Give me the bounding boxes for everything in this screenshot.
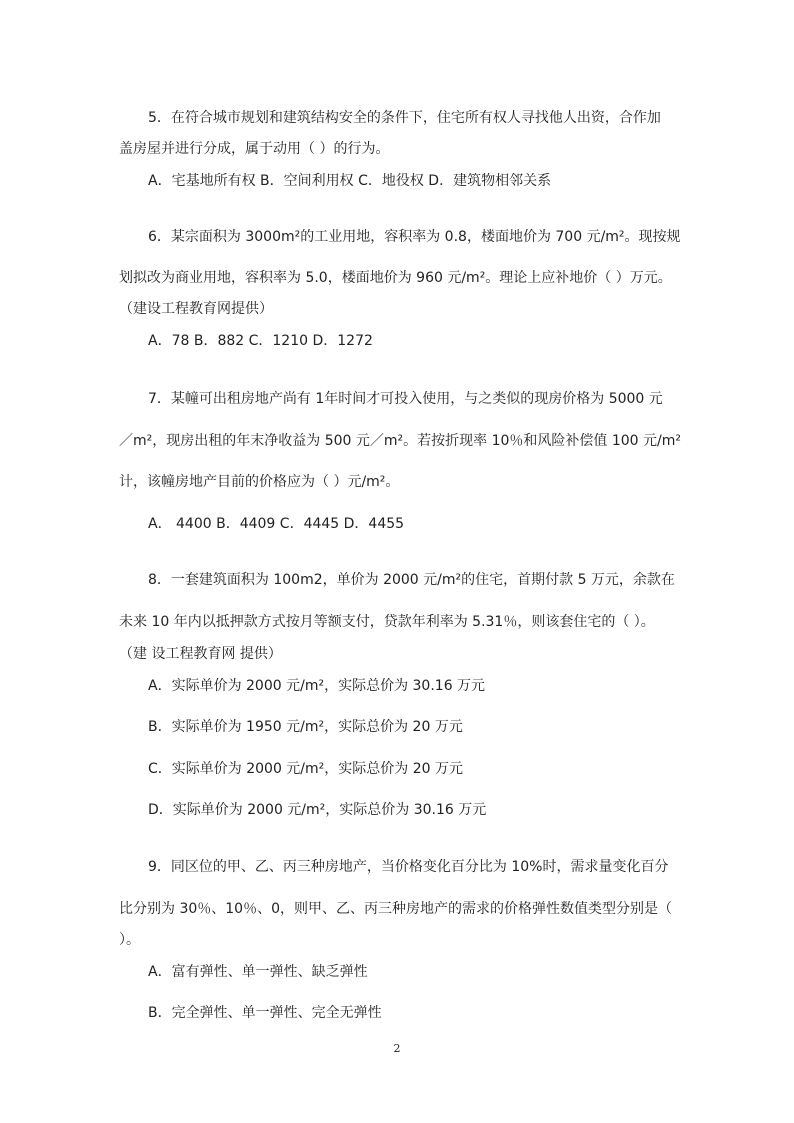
q8-stem-line-2: 未来 10 年内以抵押款方式按月等额支付，贷款年利率为 5.31％，则该套住宅的（ ）。 (119, 614, 655, 630)
q9-option-b: B．完全弹性、单一弹性、完全无弹性 (148, 1005, 382, 1021)
q5-stem-line-1: 5．在符合城市规划和建筑结构安全的条件下，住宅所有权人寻找他人出资，合作加 (148, 110, 661, 126)
q6-stem-line-2: 划拟改为商业用地，容积率为 5.0，楼面地价为 960 元/m²。理论上应补地价（ ）万元。 (119, 270, 672, 286)
q6-stem-line-1: 6．某宗面积为 3000m²的工业用地，容积率为 0.8，楼面地价为 700 元/m²。现按规 (148, 229, 681, 245)
q8-option-d: D．实际单价为 2000 元/m²，实际总价为 30.16 万元 (148, 802, 487, 818)
q9-stem-line-2: 比分别为 30％、10％、0，则甲、乙、丙三种房地产的需求的价格弹性数值类型分别是（ (119, 901, 672, 917)
q6-source-note: （建设工程教育网提供） (119, 301, 273, 317)
q7-stem-line-1: 7．某幢可出租房地产尚有 1年时间才可投入使用，与之类似的现房价格为 5000 元 (148, 391, 663, 407)
q6-options: A．78 B．882 C．1210 D．1272 (148, 333, 373, 349)
q7-stem-line-2: ／m²，现房出租的年末净收益为 500 元／m²。若按折现率 10％和风险补偿值 100 元/m² (119, 433, 681, 449)
q5-options: A．宅基地所有权 B．空间利用权 C．地役权 D．建筑物相邻关系 (148, 173, 552, 189)
page-number: 2 (393, 1042, 401, 1055)
q8-option-a: A．实际单价为 2000 元/m²，实际总价为 30.16 万元 (148, 678, 486, 694)
q7-options: A． 4400 B．4409 C．4445 D．4455 (148, 516, 405, 532)
q9-stem-line-1: 9．同区位的甲、乙、丙三种房地产，当价格变化百分比为 10%时，需求量变化百分 (148, 859, 669, 875)
q8-option-b: B．实际单价为 1950 元/m²，实际总价为 20 万元 (148, 719, 463, 735)
q7-stem-line-3: 计，该幢房地产目前的价格应为（ ）元/m²。 (119, 474, 400, 490)
q8-source-note: （建 设工程教育网 提供） (119, 646, 282, 662)
q8-option-c: C．实际单价为 2000 元/m²，实际总价为 20 万元 (148, 761, 463, 777)
q8-stem-line-1: 8．一套建筑面积为 100m2，单价为 2000 元/m²的住宅，首期付款 5 万元，余款在 (148, 572, 675, 588)
q9-stem-line-3: ）。 (119, 932, 140, 948)
q9-option-a: A．富有弹性、单一弹性、缺乏弹性 (148, 964, 368, 980)
q5-stem-line-2: 盖房屋并进行分成，属于动用（ ）的行为。 (119, 141, 390, 157)
